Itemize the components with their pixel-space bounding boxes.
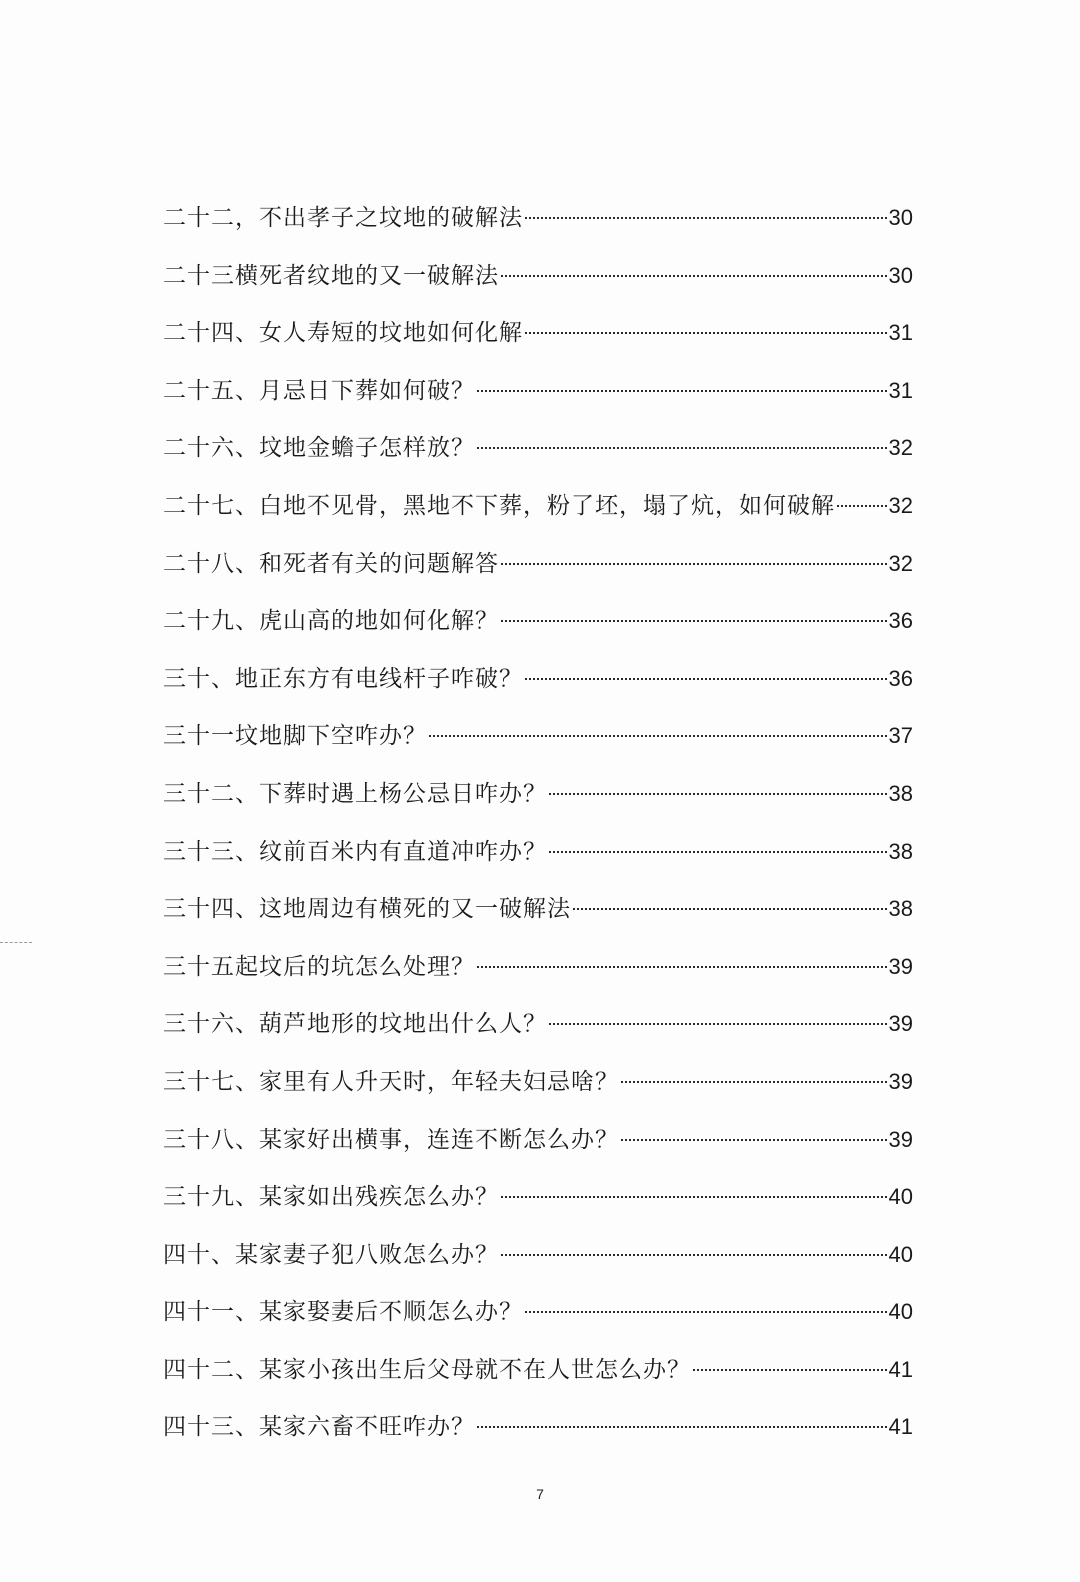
toc-dot-leader xyxy=(693,1369,887,1371)
toc-entry xyxy=(163,938,913,996)
toc-entry-title: 四十三、某家六畜不旺咋办？ xyxy=(163,1414,475,1441)
toc-dot-leader xyxy=(501,563,887,565)
toc-dot-leader xyxy=(477,1426,887,1428)
toc-entry-title: 二十八、和死者有关的问题解答 xyxy=(163,550,499,577)
toc-dot-leader xyxy=(501,620,887,622)
toc-entry-page: 32 xyxy=(888,492,913,518)
toc-entry-page: 41 xyxy=(888,1356,913,1382)
toc-entry-title: 二十二，不出孝子之坟地的破解法 xyxy=(163,205,523,231)
toc-entry xyxy=(163,1168,913,1226)
toc-dot-leader xyxy=(477,966,887,968)
toc-entry-title: 三十五起坟后的坑怎么处理？ xyxy=(163,953,475,980)
toc-entry-title: 二十六、坟地金蟾子怎样放？ xyxy=(163,435,475,462)
toc-entry-page: 39 xyxy=(888,1068,913,1094)
toc-entry-page: 38 xyxy=(888,780,913,806)
toc-entry xyxy=(163,707,913,765)
toc-dot-leader xyxy=(501,275,887,277)
toc-dot-leader xyxy=(549,1023,887,1025)
toc-entry xyxy=(163,765,913,823)
toc-entry-title: 四十一、某家娶妻后不顺怎么办？ xyxy=(163,1299,523,1326)
toc-entry xyxy=(163,535,913,593)
toc-entry-page: 39 xyxy=(888,1126,913,1152)
toc-entry xyxy=(163,995,913,1053)
toc-entry-title: 三十七、家里有人升天时，年轻夫妇忌啥？ xyxy=(163,1068,619,1095)
toc-entry-title: 三十三、纹前百米内有直道冲咋办？ xyxy=(163,838,547,865)
toc-entry xyxy=(163,1398,913,1456)
toc-entry-title: 三十九、某家如出残疾怎么办？ xyxy=(163,1184,499,1211)
toc-entry-page: 38 xyxy=(888,896,913,922)
toc-entry-title: 二十三横死者纹地的又一破解法 xyxy=(163,262,499,289)
toc-entry-title: 二十四、女人寿短的坟地如何化解 xyxy=(163,320,523,347)
toc-dot-leader xyxy=(429,735,887,737)
toc-entry-page: 36 xyxy=(888,665,913,691)
toc-entry xyxy=(163,1111,913,1169)
toc-dot-leader xyxy=(501,1254,887,1256)
toc-entry xyxy=(163,592,913,650)
toc-entry-title: 二十七、白地不见骨，黑地不下葬，粉了坯，塌了炕，如何破解 xyxy=(163,492,835,519)
toc-dot-leader xyxy=(525,678,887,680)
toc-entry-page: 30 xyxy=(888,205,913,230)
toc-entry-title: 三十一坟地脚下空咋办？ xyxy=(163,723,427,750)
toc-entry-page: 32 xyxy=(888,435,913,461)
toc-entry-page: 31 xyxy=(888,377,913,403)
toc-entry-title: 三十四、这地周边有横死的又一破解法 xyxy=(163,896,571,923)
toc-entry-title: 四十、某家妻子犯八败怎么办？ xyxy=(163,1241,499,1268)
toc-entry-page: 40 xyxy=(888,1299,913,1325)
toc-entry-page: 40 xyxy=(888,1184,913,1210)
toc-entry xyxy=(163,1226,913,1284)
toc-dot-leader xyxy=(501,1196,887,1198)
toc-entry-page: 39 xyxy=(888,953,913,979)
toc-entry-page: 30 xyxy=(888,262,913,288)
toc-dot-leader xyxy=(837,505,887,507)
toc-entry-page: 39 xyxy=(888,1011,913,1037)
toc-dot-leader xyxy=(477,447,887,449)
toc-entry xyxy=(163,1341,913,1399)
toc-entry-title: 三十八、某家好出横事，连连不断怎么办？ xyxy=(163,1126,619,1153)
toc-dot-leader xyxy=(573,908,887,910)
toc-dot-leader xyxy=(525,332,887,334)
toc-entry xyxy=(163,880,913,938)
toc-entry-title: 二十五、月忌日下葬如何破？ xyxy=(163,377,475,404)
toc-entry-page: 40 xyxy=(888,1241,913,1267)
table-of-contents xyxy=(163,189,913,1456)
toc-entry xyxy=(163,823,913,881)
toc-dot-leader xyxy=(549,851,887,853)
toc-entry xyxy=(163,477,913,535)
toc-entry-title: 二十九、虎山高的地如何化解？ xyxy=(163,608,499,635)
toc-dot-leader xyxy=(549,793,887,795)
toc-entry xyxy=(163,419,913,477)
toc-entry-title: 四十二、某家小孩出生后父母就不在人世怎么办？ xyxy=(163,1356,691,1383)
scan-artifact-mark xyxy=(0,942,32,943)
toc-entry-page: 41 xyxy=(888,1414,913,1440)
toc-dot-leader xyxy=(525,217,887,219)
toc-dot-leader xyxy=(621,1139,887,1141)
toc-entry xyxy=(163,247,913,305)
page-number: 7 xyxy=(536,1486,544,1502)
toc-entry-page: 31 xyxy=(888,320,913,346)
toc-entry-page: 37 xyxy=(888,723,913,749)
toc-entry xyxy=(163,304,913,362)
toc-entry xyxy=(163,189,913,247)
toc-dot-leader xyxy=(621,1081,887,1083)
toc-entry-page: 32 xyxy=(888,550,913,576)
toc-entry-title: 三十、地正东方有电线杆子咋破？ xyxy=(163,665,523,692)
toc-entry xyxy=(163,650,913,708)
toc-dot-leader xyxy=(525,1311,887,1313)
toc-entry xyxy=(163,1053,913,1111)
toc-entry-title: 三十二、下葬时遇上杨公忌日咋办？ xyxy=(163,780,547,807)
toc-entry xyxy=(163,362,913,420)
toc-entry-page: 36 xyxy=(888,608,913,634)
toc-entry-title: 三十六、葫芦地形的坟地出什么人？ xyxy=(163,1011,547,1038)
toc-dot-leader xyxy=(477,390,887,392)
toc-entry xyxy=(163,1283,913,1341)
toc-entry-page: 38 xyxy=(888,838,913,864)
